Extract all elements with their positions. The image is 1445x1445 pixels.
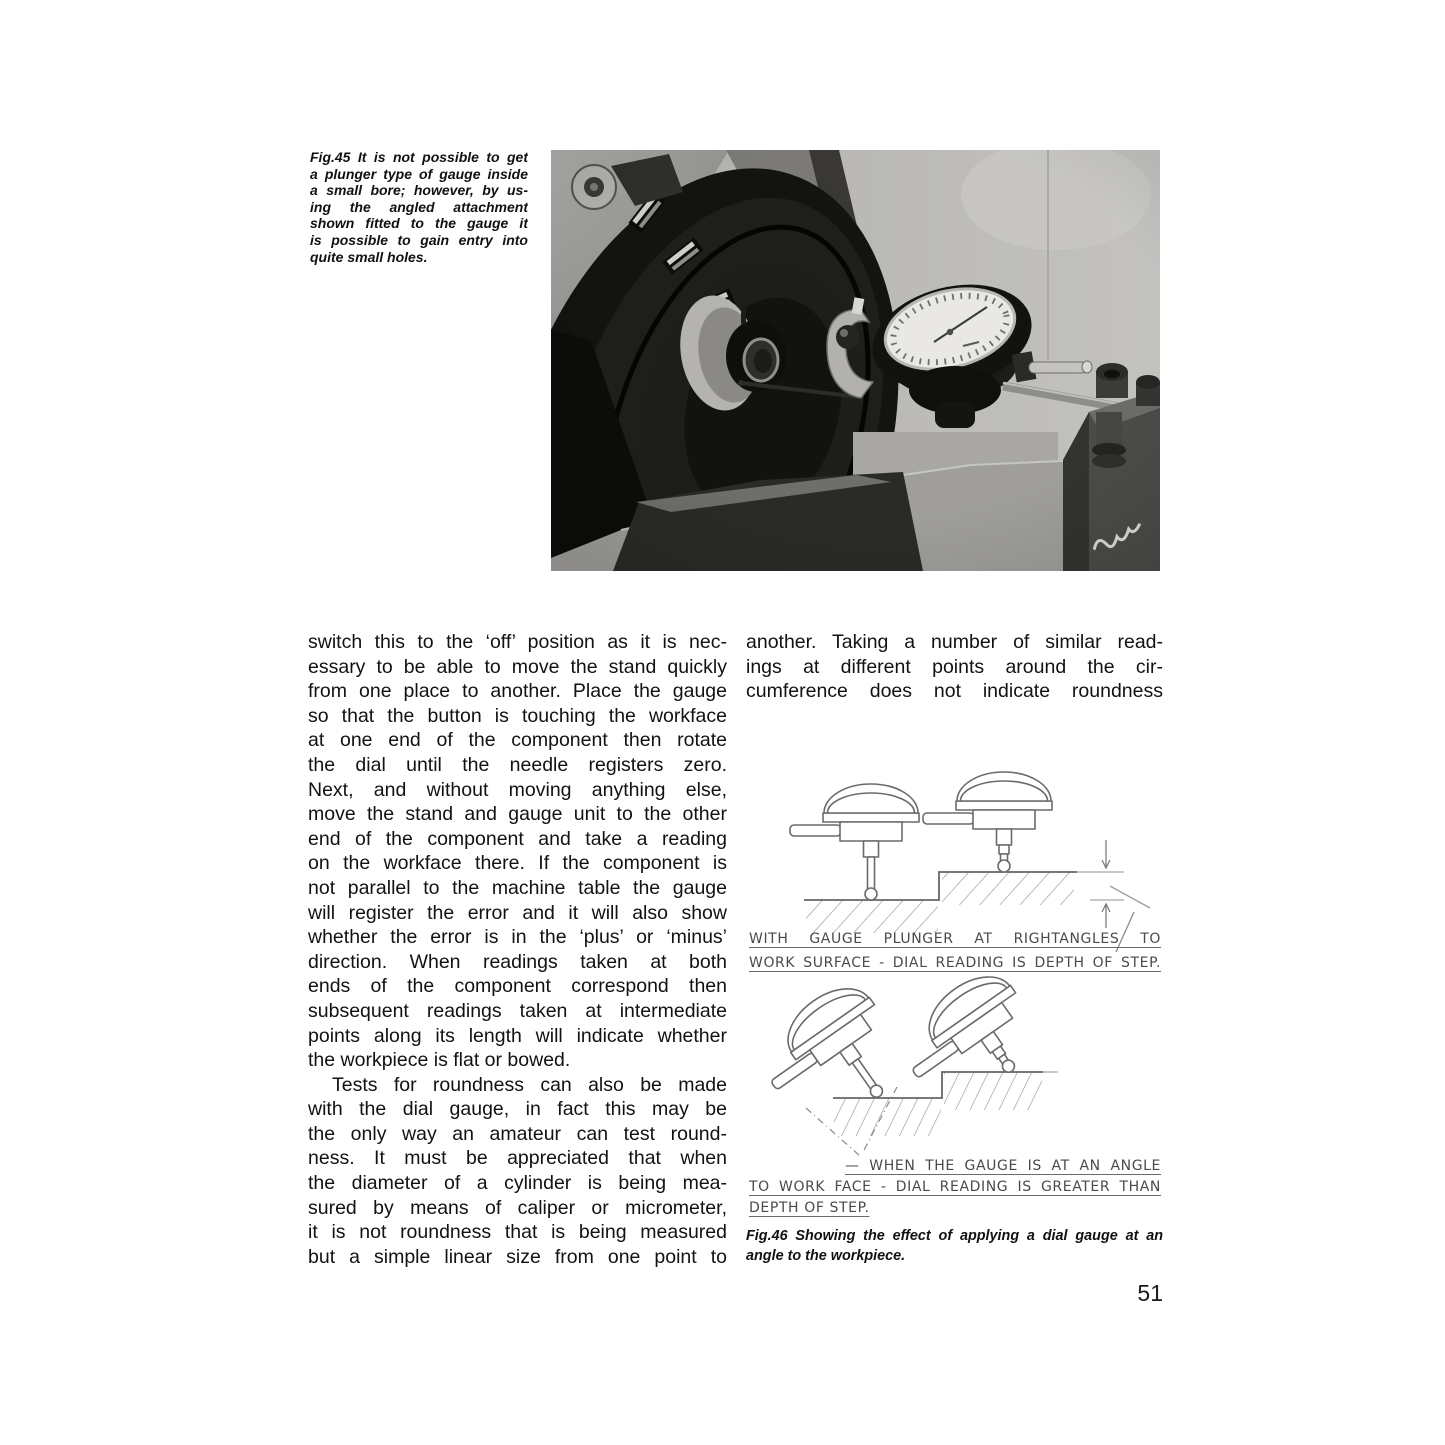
body-line: essary to be able to move the stand quickly: [308, 655, 727, 678]
caption-line: a small bore; however, by us-: [310, 182, 528, 199]
caption-line: shown fitted to the gauge it: [310, 215, 528, 232]
caption-line: a plunger type of gauge inside: [310, 165, 528, 182]
body-line: move the stand and gauge unit to the other: [308, 803, 727, 826]
body-line: ings at different points around the cir-: [746, 655, 1163, 678]
body-line: ends of the component correspond then: [308, 975, 727, 998]
hatching: [944, 1072, 1042, 1110]
figure46-caption: [746, 1227, 1163, 1266]
photo-illustration: [551, 150, 1160, 571]
body-line: another. Taking a number of similar read-: [746, 631, 1163, 653]
handwritten-line: WITH GAUGE PLUNGER AT RIGHTANGLES TO: [749, 931, 1161, 947]
body-line: ness. It must be appreciated that when: [308, 1147, 727, 1170]
diagram-label-right-angle: [749, 927, 1161, 975]
body-line: but a simple linear size from one point to: [308, 1245, 727, 1268]
figure45-caption: [310, 149, 528, 265]
body-line: sured by means of caliper or micrometer,: [308, 1196, 727, 1219]
body-line: cumference does not indicate roundness: [746, 680, 1163, 703]
body-line: end of the component and take a reading: [308, 827, 727, 850]
caption-line: Fig.46 Showing the effect of applying a dial gauge at an: [746, 1228, 1163, 1244]
caption-line: is possible to gain entry into: [310, 231, 528, 248]
body-line: Next, and without moving anything else,: [308, 778, 727, 801]
body-line: so that the button is touching the workface: [308, 704, 727, 727]
body-line: from one place to another. Place the gauge: [308, 680, 727, 703]
body-column-left: [308, 630, 727, 1269]
handwritten-line: — WHEN THE GAUGE IS AT AN ANGLE: [845, 1158, 1161, 1174]
body-line: whether the error is in the ‘plus’ or ‘minus’: [308, 926, 727, 949]
handwritten-line: DEPTH OF STEP.: [749, 1200, 870, 1216]
body-line: on the workface there. If the component is: [308, 852, 727, 875]
body-column-right: [746, 630, 1163, 704]
hatching: [942, 872, 1074, 905]
body-line: will register the error and it will also show: [308, 901, 727, 924]
diagram-right-angle: [790, 772, 1150, 952]
body-line: switch this to the ‘off’ position as it is nec-: [308, 631, 727, 653]
page-number: 51: [1137, 1280, 1163, 1306]
dial-gauge-sketch: [923, 772, 1052, 872]
body-line: it is not roundness that is being measured: [308, 1221, 727, 1244]
caption-line: ing the angled attachment: [310, 198, 528, 215]
dial-gauge-sketch: [790, 784, 919, 900]
figure45-photo: [551, 150, 1160, 571]
body-line: the dial until the needle registers zero.: [308, 753, 727, 776]
body-line: not parallel to the machine table the gauge: [308, 876, 727, 899]
diagram-label-angled: [749, 1156, 1161, 1219]
caption-line: quite small holes.: [310, 248, 428, 265]
hatching: [834, 1098, 941, 1136]
body-line: the only way an amateur can test round-: [308, 1122, 727, 1145]
handwritten-line: TO WORK FACE - DIAL READING IS GREATER THAN: [749, 1179, 1161, 1195]
body-line: with the dial gauge, in fact this may be: [308, 1098, 727, 1121]
caption-line: Fig.45 It is not possible to get: [310, 149, 528, 165]
body-line: direction. When readings taken at both: [308, 950, 727, 973]
body-line: Tests for roundness can also be made: [332, 1073, 727, 1096]
diagram-angled: [747, 962, 1058, 1156]
body-line: the diameter of a cylinder is being mea-: [308, 1172, 727, 1195]
body-line: points along its length will indicate whether: [308, 1024, 727, 1047]
photo-vignette: [551, 150, 1160, 571]
caption-line: angle to the workpiece.: [746, 1247, 906, 1264]
body-line: subsequent readings taken at intermediate: [308, 999, 727, 1022]
body-line: at one end of the component then rotate: [308, 729, 727, 752]
handwritten-line: WORK SURFACE - DIAL READING IS DEPTH OF STEP.: [749, 955, 1161, 971]
body-line: the workpiece is flat or bowed.: [308, 1049, 571, 1072]
